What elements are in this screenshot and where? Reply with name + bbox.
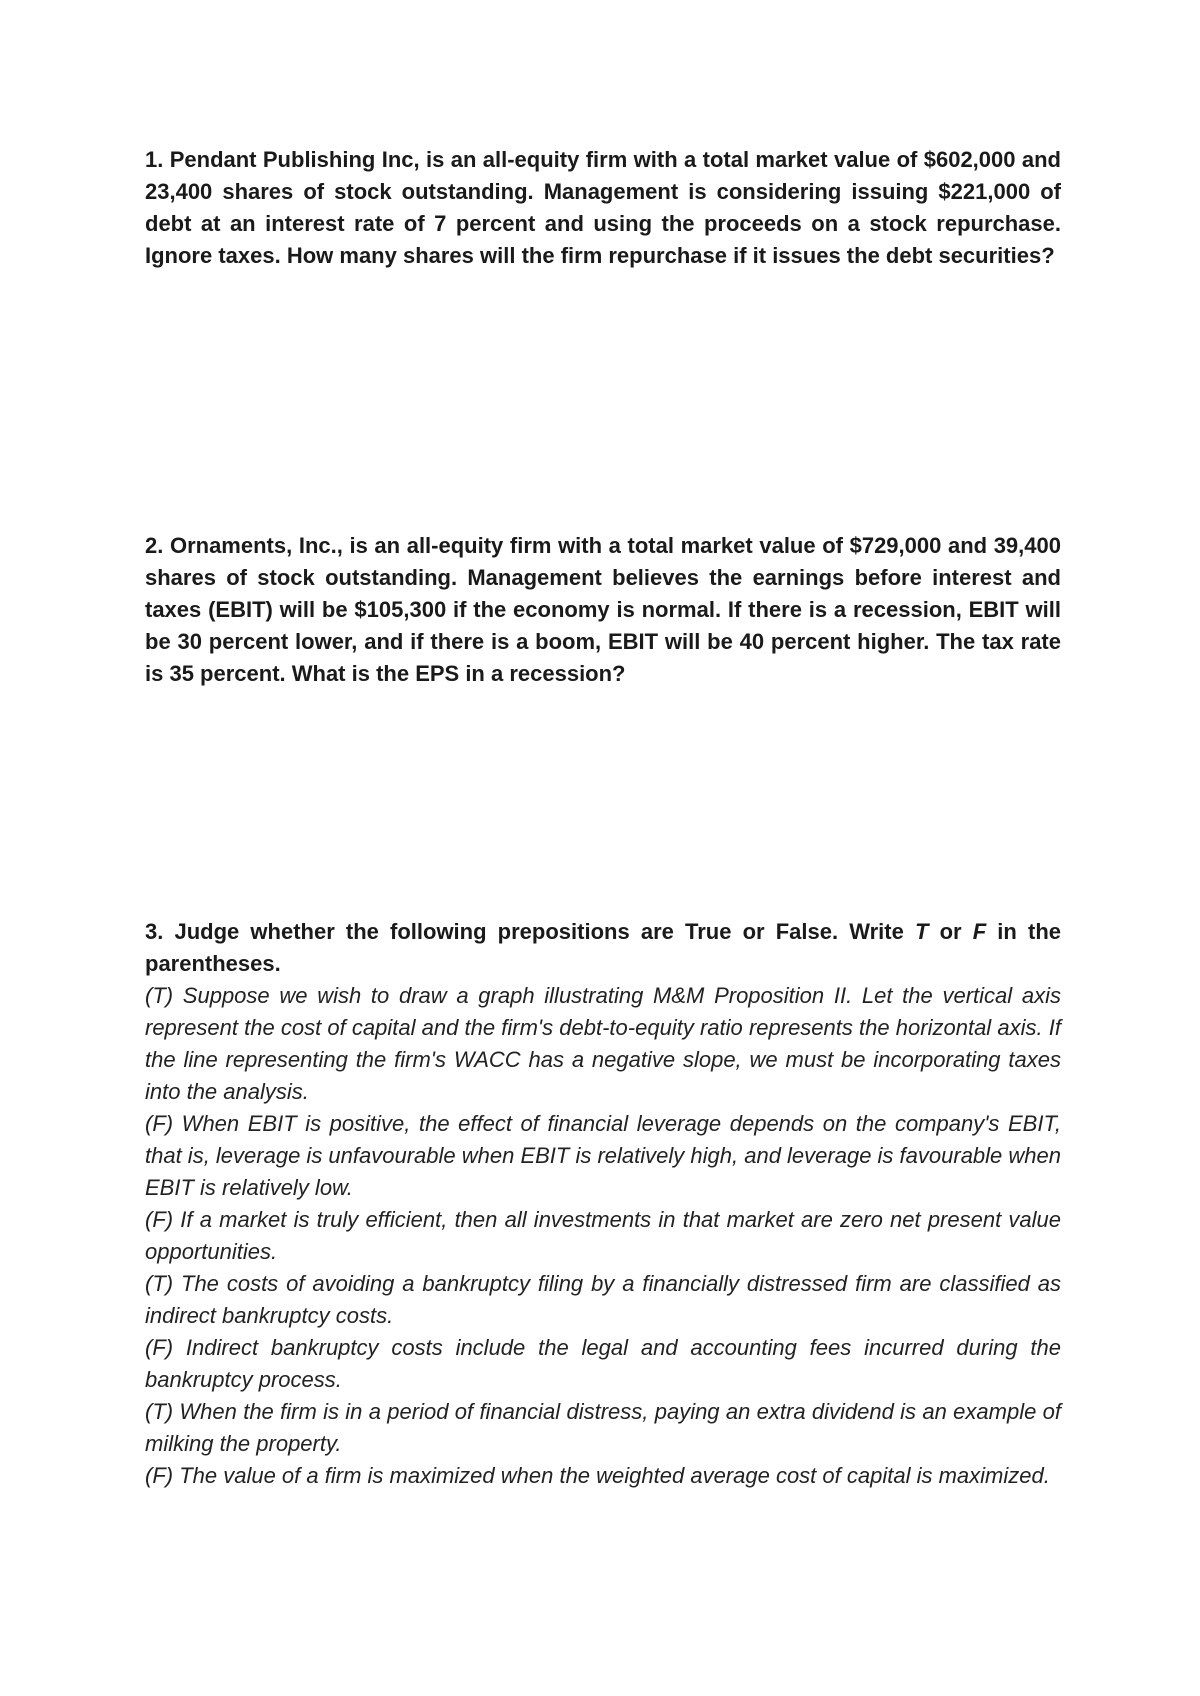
question-3-prompt-start: 3. Judge whether the following prepositions are True or False. Write	[145, 919, 915, 944]
false-letter: F	[972, 919, 987, 944]
question-2-text: 2. Ornaments, Inc., is an all-equity firm with a total market value of $729,000 and 39,400 shares of stock outstanding. Management believes the earnings before interest and taxes (EBIT) will be $105,300 if the economy is normal. If there is a recession, EBIT will be 30 percent lower, and if there is a boom, EBIT will be 40 percent higher. The tax rate is 35 percent. What is the EPS in a recession?	[145, 533, 1061, 686]
statement-7: (F) The value of a firm is maximized when the weighted average cost of capital is maximized.	[145, 1463, 1050, 1488]
question-1	[145, 144, 1061, 272]
true-letter: T	[914, 919, 929, 944]
question-3-prompt	[145, 916, 1061, 980]
statement-5: (F) Indirect bankruptcy costs include the legal and accounting fees incurred during the bankruptcy process.	[145, 1335, 1061, 1392]
question-1-text: 1. Pendant Publishing Inc, is an all-equity firm with a total market value of $602,000 and 23,400 shares of stock outstanding. Management is considering issuing $221,000 of debt at an interest rate of 7 percent and using the proceeds on a stock repurchase. Ignore taxes. How many shares will the firm repurchase if it issues the debt securities?	[145, 147, 1061, 268]
statement-2: (F) When EBIT is positive, the effect of financial leverage depends on the company's EBIT, that is, leverage is unfavourable when EBIT is relatively high, and leverage is favourable when EBIT is relatively low.	[145, 1111, 1061, 1200]
statement-3: (F) If a market is truly efficient, then all investments in that market are zero net present value opportunities.	[145, 1207, 1061, 1264]
statement-1: (T) Suppose we wish to draw a graph illustrating M&M Proposition II. Let the vertical axis represent the cost of capital and the firm's debt-to-equity ratio represents the horizontal axis. If the line representing the firm's WACC has a negative slope, we must be incorporating taxes into the analysis.	[145, 983, 1061, 1104]
question-2	[145, 530, 1061, 690]
statement-list	[145, 980, 1061, 1492]
question-3-prompt-or: or	[928, 919, 973, 944]
statement-4: (T) The costs of avoiding a bankruptcy filing by a financially distressed firm are classified as indirect bankruptcy costs.	[145, 1271, 1061, 1328]
question-3	[145, 916, 1061, 1492]
question-3-prompt-end: in the parentheses.	[145, 919, 1061, 976]
statement-6: (T) When the firm is in a period of financial distress, paying an extra dividend is an example of milking the property.	[145, 1399, 1061, 1456]
